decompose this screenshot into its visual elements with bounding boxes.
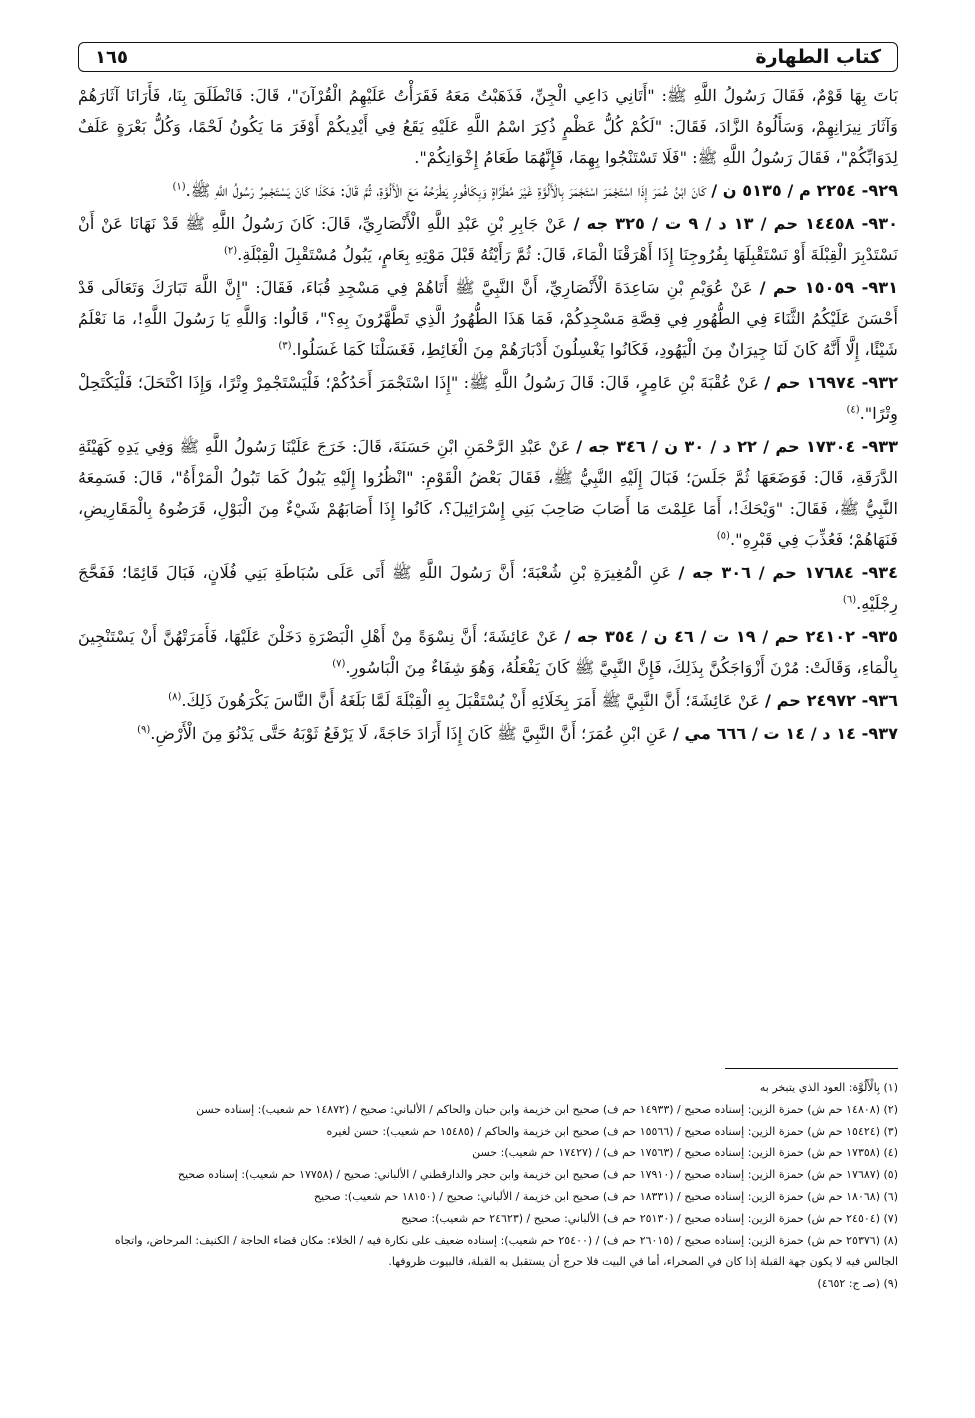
hadith-text: عَنْ عُوَيْمِ بْنِ سَاعِدَةَ الْأَنْصَارِيِّ، أَنَّ النَّبِيَّ ﷺ أَتَاهُمْ فِي مَسْجِدِ قُبَاءَ، فَقَالَ: "إِنَّ اللَّهَ تَبَارَكَ وَتَعَالَى قَدْ أَحْسَنَ عَلَيْكُمُ الثَّنَاءَ فِي الطُّهُورِ فِي قِصَّةِ مَسْجِدِكُمْ، فَمَا هَذَا الطُّهُورُ الَّذِي تَطَّهَّرُونَ بِهِ؟"، قَالُوا: وَاللَّهِ يَا رَسُولَ اللَّهِ!، مَا نَعْلَمُ شَيْئًا، إِلَّا أَنَّهُ كَانَ لَنَا جِيرَانٌ مِنَ الْيَهُودِ، فَكَانُوا يَغْسِلُونَ أَدْبَارَهُمْ مِنَ الْغَائِطِ، فَغَسَلْنَا كَمَا غَسَلُوا.: [78, 278, 898, 359]
hadith-text: عَنْ عُقْبَةَ بْنِ عَامِرٍ، قَالَ: قَالَ رَسُولُ اللَّهِ ﷺ: "إِذَا اسْتَجْمَرَ أَحَدُكُمْ؛ فَلْيَسْتَجْمِرْ وِتْرًا، وَإِذَا اكْتَحَلَ؛ فَلْيَكْتَحِلْ وِتْرًا".: [78, 373, 898, 423]
hadith-paragraph-933: [78, 431, 898, 555]
hadith-paragraph-931: [78, 272, 898, 365]
footnote-ref: (٤): [846, 404, 860, 416]
hadith-paragraph-932: [78, 367, 898, 429]
hadith-heading: ٩٣٧- ١٤ د / ١٤ ت / ٦٦٦ مي /: [673, 724, 898, 743]
hadith-text: عَنِ الْمُغِيرَةِ بْنِ شُعْبَةَ؛ أَنَّ رَسُولَ اللَّهِ ﷺ أَتَى عَلَى سُبَاطَةِ بَنِي فُلَانٍ، فَبَالَ قَائِمًا؛ فَفَحَّجَ رِجْلَيْهِ.: [78, 563, 898, 613]
hadith-heading: ٩٣٦- ٢٤٩٧٢ حم /: [765, 691, 898, 710]
hadith-text: عَنِ ابْنِ عُمَرَ؛ أَنَّ النَّبِيَّ ﷺ كَانَ إِذَا أَرَادَ حَاجَةً، لَا يَرْفَعُ ثَوْبَهُ حَتَّى يَدْنُوَ مِنَ الْأَرْضِ.: [150, 724, 668, 743]
footnote-4: (٤) (١٧٣٥٨ حم ش) حمزة الزين: إسناده صحيح / (١٧٥٦٣ حم ف) / (١٧٤٢٧ حم شعيب): حسن: [472, 1146, 898, 1160]
footnote-1: (١) بِالْأَلُوَّة: العود الذي يتبخر به: [759, 1081, 898, 1094]
footnote-ref: (٩): [137, 724, 151, 736]
hadith-paragraph-929: [78, 175, 898, 206]
footnote-2: (٢) (١٤٨٠٨ حم ش) حمزة الزين: إسناده صحيح / (١٤٩٣٣ حم ف) صحيح ابن خزيمة وابن حبان والحاكم / الألباني: صحيح / (١٤٨٧٢ حم شعيب): إسناده حسن: [196, 1102, 898, 1116]
book-title: كتاب الطهارة: [755, 46, 881, 68]
hadith-heading: ٩٣٠- ١٤٤٥٨ حم / ١٣ د / ٩ ت / ٣٢٥ جه /: [573, 214, 898, 233]
footnote-divider: [725, 1068, 898, 1069]
footnotes: [78, 1077, 898, 1295]
footnote-ref: (٥): [716, 530, 730, 542]
footnote-ref: (٢): [223, 245, 238, 257]
hadith-text: عَنْ عَائِشَةَ؛ أَنَّ النَّبِيَّ ﷺ أَمَرَ بِخَلَائِهِ أَنْ يُسْتَقْبَلَ بِهِ الْقِبْلَةَ لَمَّا بَلَغَهُ أَنَّ النَّاسَ يَكْرَهُونَ ذَلِكَ.: [181, 691, 760, 710]
hadith-paragraph-935: [78, 621, 898, 683]
footnote-9: (٩) (صـ ج: ٤٦٥٢): [817, 1277, 898, 1291]
hadith-paragraph-930: [78, 208, 898, 270]
hadith-heading: ٩٣٤- ١٧٦٨٤ حم / ٣٠٦ جه /: [678, 563, 898, 582]
hadith-text: عَنْ عَبْدِ الرَّحْمَنِ ابْنِ حَسَنَةَ، قَالَ: خَرَجَ عَلَيْنَا رَسُولُ اللَّهِ ﷺ وَفِي يَدِهِ كَهَيْئَةِ الدَّرَقَةِ، قَالَ: فَوَضَعَهَا ثُمَّ جَلَسَ؛ فَبَالَ إِلَيْهِ النَّبِيُّ ﷺ، فَقَالَ بَعْضُ الْقَوْمِ: "انْظُرُوا إِلَيْهِ يَبُولُ كَمَا تَبُولُ الْمَرْأَةُ"، قَالَ: فَسَمِعَهُ النَّبِيُّ ﷺ، فَقَالَ: "وَيْحَكَ!، أَمَا عَلِمْتَ مَا أَصَابَ صَاحِبَ بَنِي إِسْرَائِيلَ؟، كَانُوا إِذَا أَصَابَهُمْ شَيْءٌ مِنَ الْبَوْلِ، قَرَضُوهُ بِالْمَقَارِيضِ، فَنَهَاهُمْ؛ فَعُذِّبَ فِي قَبْرِهِ".: [78, 437, 898, 549]
hadith-heading: ٩٣٢- ١٦٩٧٤ حم /: [764, 373, 898, 392]
page-number: ١٦٥: [95, 46, 128, 68]
hadith-text: عَنْ جَابِرِ بْنِ عَبْدِ اللَّهِ الْأَنْصَارِيِّ، قَالَ: كَانَ رَسُولُ اللَّهِ ﷺ قَدْ نَهَانَا عَنْ أَنْ نَسْتَدْبِرَ الْقِبْلَةَ أَوْ نَسْتَقْبِلَهَا بِفُرُوجِنَا إِذَا أَهْرَقْنَا الْمَاءَ، قَالَ: ثُمَّ رَأَيْتُهُ قَبْلَ مَوْتِهِ بِعَامٍ، يَبُولُ مُسْتَقْبِلَ الْقِبْلَةِ.: [78, 214, 898, 264]
hadith-heading: ٩٢٩- ٢٢٥٤ م / ٥١٣٥ ن /: [711, 181, 898, 200]
hadith-text: عَنْ عَائِشَةَ؛ أَنَّ نِسْوَةً مِنْ أَهْلِ الْبَصْرَةِ دَخَلْنَ عَلَيْهَا، فَأَمَرَتْهُنَّ أَنْ يَسْتَنْجِينَ بِالْمَاءِ، وَقَالَتْ: مُرْنَ أَزْوَاجَكُنَّ بِذَلِكَ، فَإِنَّ النَّبِيَّ ﷺ كَانَ يَفْعَلُهُ، وَهُوَ شِفَاءٌ مِنَ الْبَاسُورِ.: [78, 627, 898, 677]
hadith-paragraph-continuation: [78, 80, 898, 173]
hadith-paragraph-936: [78, 685, 898, 716]
footnote-ref: (٦): [842, 594, 857, 606]
footnote-6: (٦) (١٨٠٦٨ حم ش) حمزة الزين: إسناده صحيح / (١٨٣٣١ حم ف) صحيح ابن خزيمة / الألباني: صحيح / (١٨١٥٠ حم شعيب): صحيح: [313, 1189, 898, 1203]
footnote-7: (٧) (٢٤٥٠٤ حم ش) حمزة الزين: إسناده صحيح / (٢٥١٣٠ حم ف) الألباني: صحيح / (٢٤٦٢٣ حم شعيب): صحيح: [401, 1211, 898, 1225]
footnote-5: (٥) (١٧٦٨٧ حم ش) حمزة الزين: إسناده صحيح / (١٧٩١٠ حم ف) صحيح ابن خزيمة وابن حجر والدارقطني / الألباني: صحيح / (١٧٧٥٨ حم شعيب): إسناده صحيح: [177, 1168, 898, 1182]
hadith-paragraph-934: [78, 557, 898, 619]
footnote-ref: (١): [172, 181, 186, 193]
footnote-ref: (٨): [168, 691, 182, 703]
footnote-ref: (٧): [332, 658, 346, 670]
hadith-heading: ٩٣١- ١٥٠٥٩ حم /: [759, 278, 898, 297]
footnote-3: (٣) (١٥٤٢٤ حم ش) حمزة الزين: إسناده صحيح / (١٥٥٦٦ حم ف) صحيح ابن خزيمة والحاكم / (١٥٤٨٥ حم شعيب): حسن لغيره: [326, 1124, 898, 1138]
hadith-body: [78, 80, 898, 1020]
hadith-heading: ٩٣٣- ١٧٣٠٤ حم / ٢٢ د / ٣٠ ن / ٣٤٦ جه /: [576, 437, 898, 456]
footnote-ref: (٣): [278, 340, 292, 352]
footnote-8: (٨) (٢٥٣٧٦ حم ش) حمزة الزين: إسناده صحيح / (٢٦٠١٥ حم ف) / (٢٥٤٠٠ حم شعيب): إسناده ضعيف على نكارة فيه / الخلاء: مكان قضاء الحاجة / الكنيف: المرحاض، واتجاه الجالس فيه لا يكون جهة القبلة إذا كان في الصحراء، أما في البيت فلا حرج أن يستقبل به القبلة، فالبيوت ظروفها.: [114, 1233, 898, 1269]
page-header: [78, 42, 898, 72]
hadith-text: كَانَ ابْنُ عُمَرَ إِذَا اسْتَجْمَرَ اسْتَجْمَرَ بِالْأَلُوَّةِ غَيْرَ مُطَرَّاةٍ وَبِكَافُورٍ يَطْرَحُهُ مَعَ الْأَلُوَّةِ، ثُمَّ قَالَ: هَكَذَا كَانَ يَسْتَجْمِرُ رَسُولُ اللَّهِ ﷺ.: [185, 181, 707, 200]
hadith-paragraph-937: [78, 718, 898, 749]
hadith-heading: ٩٣٥- ٢٤١٠٢ حم / ١٩ ت / ٤٦ ن / ٣٥٤ جه /: [564, 627, 898, 646]
hadith-text: بَاتَ بِهَا قَوْمٌ، فَقَالَ رَسُولُ اللَّهِ ﷺ: "أَتَانِي دَاعِي الْجِنِّ، فَذَهَبْتُ مَعَهُ فَقَرَأْتُ عَلَيْهِمُ الْقُرْآنَ"، قَالَ: فَانْطَلَقَ بِنَا، فَأَرَانَا آثَارَهُمْ وَآثَارَ نِيرَانِهِمْ، وَسَأَلُوهُ الزَّادَ، فَقَالَ: "لَكُمْ كُلُّ عَظْمٍ ذُكِرَ اسْمُ اللَّهِ عَلَيْهِ يَقَعُ فِي أَيْدِيكُمْ أَوْفَرَ مَا يَكُونُ لَحْمًا، وَكُلُّ بَعْرَةٍ عَلَفٌ لِدَوَابِّكُمْ"، فَقَالَ رَسُولُ اللَّهِ ﷺ: "فَلَا تَسْتَنْجُوا بِهِمَا، فَإِنَّهُمَا طَعَامُ إِخْوَانِكُمْ".: [78, 86, 898, 167]
